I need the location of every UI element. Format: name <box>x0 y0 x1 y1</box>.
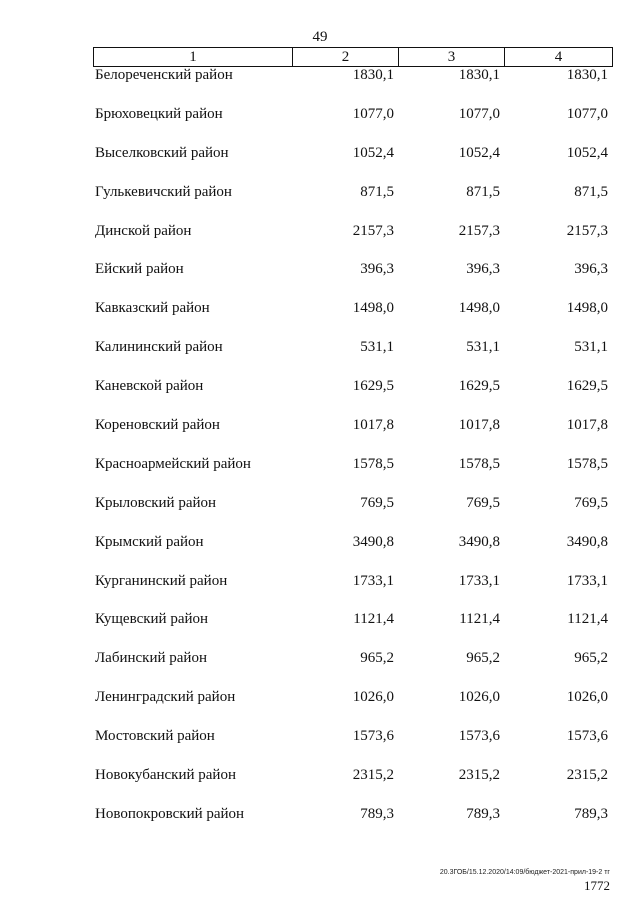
value-col-2: 1121,4 <box>353 611 394 628</box>
table-row <box>93 453 612 492</box>
district-name: Кавказский район <box>95 300 210 317</box>
district-name: Новопокровский район <box>95 805 245 822</box>
value-col-2: 2315,2 <box>352 767 394 784</box>
value-col-2: 871,5 <box>360 183 394 200</box>
table-row <box>93 64 612 103</box>
district-name: Мостовский район <box>95 728 215 745</box>
value-col-2: 789,3 <box>360 805 394 822</box>
value-col-4: 1830,1 <box>566 67 608 83</box>
value-col-4: 1578,5 <box>566 455 608 472</box>
value-col-3: 1052,4 <box>458 144 500 161</box>
district-name: Кущевский район <box>95 611 209 628</box>
value-col-2: 965,2 <box>360 650 394 667</box>
value-col-4: 3490,8 <box>566 533 608 550</box>
header-cell-3: 3 <box>399 48 505 66</box>
value-col-2: 3490,8 <box>352 533 394 550</box>
value-col-3: 871,5 <box>466 183 500 200</box>
table-row <box>93 142 612 181</box>
table-row <box>93 414 612 453</box>
value-col-4: 769,5 <box>574 494 608 511</box>
value-col-3: 1498,0 <box>458 300 500 317</box>
table-row <box>93 531 612 570</box>
table-row <box>93 570 612 609</box>
district-name: Курганинский район <box>95 572 228 589</box>
page-number: 49 <box>312 29 328 45</box>
header-cell-1: 1 <box>94 48 293 66</box>
table-row <box>93 297 612 336</box>
table-row <box>93 181 612 220</box>
table-row <box>93 220 612 259</box>
table-row <box>93 103 612 142</box>
header-cell-4: 4 <box>505 48 613 66</box>
value-col-3: 396,3 <box>466 261 500 278</box>
value-col-3: 1077,0 <box>458 105 500 122</box>
value-col-4: 871,5 <box>574 183 608 200</box>
table-row <box>93 608 612 647</box>
value-col-3: 1578,5 <box>458 455 500 472</box>
table-row <box>93 803 612 842</box>
value-col-2: 1077,0 <box>352 105 394 122</box>
value-col-2: 1733,1 <box>352 572 394 589</box>
value-col-2: 1578,5 <box>352 455 394 472</box>
value-col-4: 396,3 <box>574 261 608 278</box>
table-row <box>93 764 612 803</box>
value-col-3: 1026,0 <box>458 689 500 706</box>
value-col-4: 1017,8 <box>566 417 608 434</box>
table-row <box>93 336 612 375</box>
value-col-4: 1052,4 <box>566 144 608 161</box>
value-col-3: 1121,4 <box>459 611 500 628</box>
value-col-2: 769,5 <box>360 494 394 511</box>
district-name: Динской район <box>95 222 192 239</box>
value-col-4: 1733,1 <box>566 572 608 589</box>
table-row <box>93 647 612 686</box>
table-body <box>93 64 612 842</box>
value-col-2: 1498,0 <box>352 300 394 317</box>
value-col-4: 1026,0 <box>566 689 608 706</box>
table-row <box>93 375 612 414</box>
sheet-number: 1772 <box>584 878 610 893</box>
value-col-4: 531,1 <box>574 339 608 356</box>
district-name: Каневской район <box>95 378 204 395</box>
value-col-3: 1830,1 <box>458 67 500 83</box>
district-name: Брюховецкий район <box>95 105 223 122</box>
value-col-2: 1052,4 <box>352 144 394 161</box>
value-col-3: 1573,6 <box>458 728 500 745</box>
value-col-4: 965,2 <box>574 650 608 667</box>
district-name: Гулькевичский район <box>95 183 232 200</box>
value-col-2: 531,1 <box>360 339 394 356</box>
value-col-3: 531,1 <box>466 339 500 356</box>
district-name: Лабинский район <box>95 650 207 667</box>
value-col-4: 2315,2 <box>566 767 608 784</box>
table-row <box>93 258 612 297</box>
value-col-2: 1830,1 <box>352 67 394 83</box>
value-col-2: 1026,0 <box>352 689 394 706</box>
district-name: Выселковский район <box>95 144 229 161</box>
value-col-3: 769,5 <box>466 494 500 511</box>
value-col-4: 789,3 <box>574 805 608 822</box>
value-col-3: 789,3 <box>466 805 500 822</box>
value-col-3: 2315,2 <box>458 767 500 784</box>
value-col-2: 1573,6 <box>352 728 394 745</box>
value-col-4: 1573,6 <box>566 728 608 745</box>
value-col-4: 1121,4 <box>567 611 608 628</box>
value-col-3: 1629,5 <box>458 378 500 395</box>
value-col-4: 2157,3 <box>566 222 608 239</box>
value-col-2: 396,3 <box>360 261 394 278</box>
district-name: Калининский район <box>95 339 223 356</box>
value-col-3: 3490,8 <box>458 533 500 550</box>
value-col-4: 1077,0 <box>566 105 608 122</box>
value-col-3: 1733,1 <box>458 572 500 589</box>
table-row <box>93 492 612 531</box>
district-name: Красноармейский район <box>95 455 251 472</box>
district-name: Крымский район <box>95 533 204 550</box>
value-col-3: 1017,8 <box>458 417 500 434</box>
table-row <box>93 686 612 725</box>
value-col-4: 1629,5 <box>566 378 608 395</box>
value-col-2: 2157,3 <box>352 222 394 239</box>
value-col-3: 2157,3 <box>458 222 500 239</box>
value-col-3: 965,2 <box>466 650 500 667</box>
document-code: 20.3ГОБ/15.12.2020/14:09/бюджет-2021-прил-19-2 тг <box>439 869 610 876</box>
district-name: Новокубанский район <box>95 767 236 784</box>
district-name: Ейский район <box>95 261 184 278</box>
value-col-2: 1017,8 <box>352 417 394 434</box>
district-name: Ленинградский район <box>95 689 236 706</box>
value-col-4: 1498,0 <box>566 300 608 317</box>
header-cell-2: 2 <box>293 48 399 66</box>
district-name: Крыловский район <box>95 494 217 511</box>
table-row <box>93 725 612 764</box>
district-name: Кореновский район <box>95 417 220 434</box>
value-col-2: 1629,5 <box>352 378 394 395</box>
district-name: Белореченский район <box>95 67 233 83</box>
